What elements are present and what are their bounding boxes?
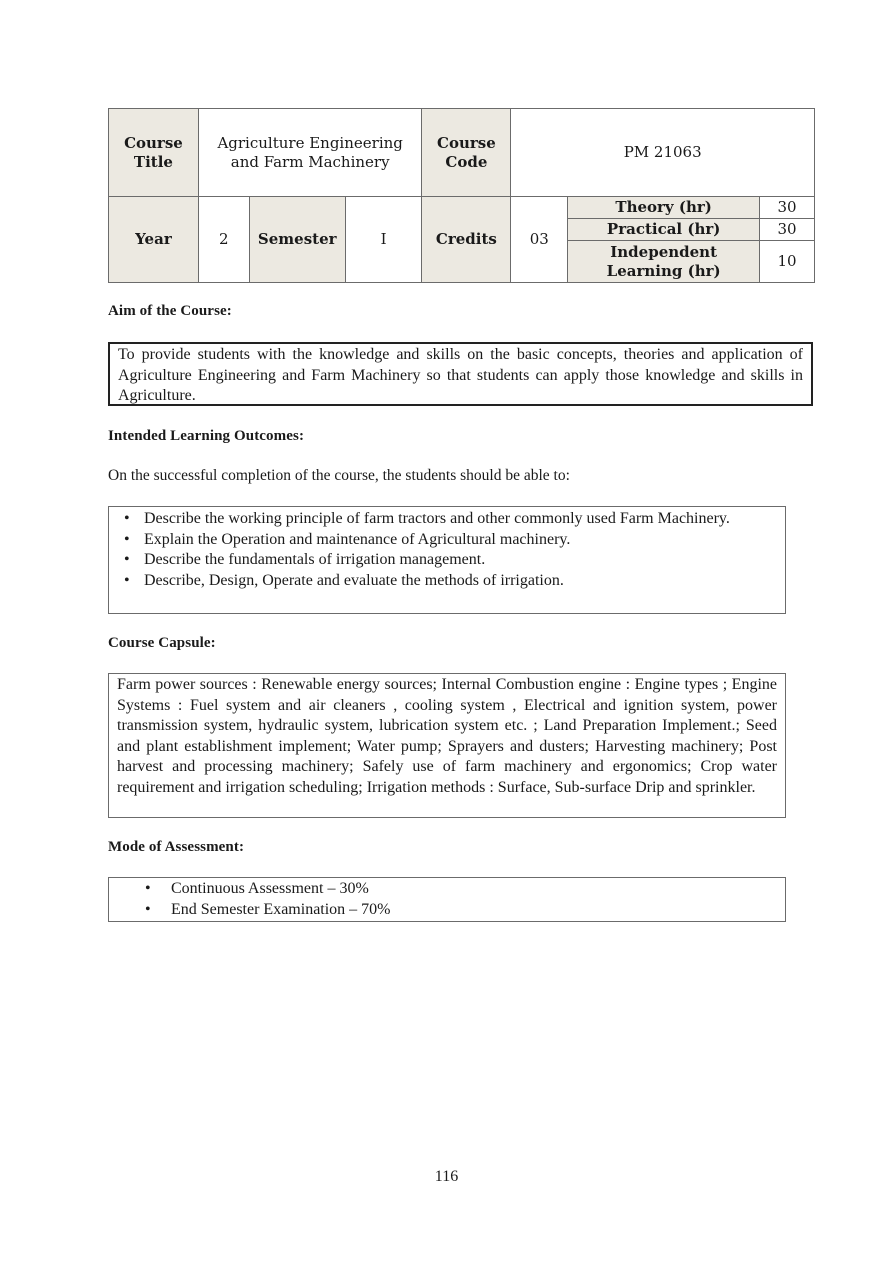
- page-number: 116: [434, 1168, 459, 1185]
- credits-label: Credits: [422, 197, 511, 283]
- ilo-heading: Intended Learning Outcomes:: [108, 428, 305, 444]
- practical-hours-value: 30: [760, 219, 815, 241]
- practical-hours-label: Practical (hr): [568, 219, 760, 241]
- semester-label: Semester: [249, 197, 345, 283]
- ilo-box: [108, 506, 786, 614]
- course-code-label: Course Code: [422, 109, 511, 197]
- course-code-value: PM 21063: [511, 109, 815, 197]
- independent-learning-label: Independent Learning (hr): [568, 241, 760, 283]
- credits-value: 03: [511, 197, 568, 283]
- aim-heading: Aim of the Course:: [108, 303, 232, 319]
- capsule-heading: Course Capsule:: [108, 635, 216, 651]
- assessment-item: • Continuous Assessment – 30%: [117, 879, 777, 900]
- theory-hours-label: Theory (hr): [568, 197, 760, 219]
- ilo-item: • Explain the Operation and maintenance of Agricultural machinery.: [117, 530, 777, 551]
- year-label: Year: [109, 197, 199, 283]
- year-value: 2: [198, 197, 249, 283]
- assessment-heading: Mode of Assessment:: [108, 839, 245, 855]
- ilo-item: • Describe the working principle of farm tractors and other commonly used Farm Machinery.: [117, 509, 777, 530]
- ilo-item: • Describe the fundamentals of irrigation management.: [117, 550, 777, 571]
- ilo-intro: On the successful completion of the course, the students should be able to:: [108, 467, 570, 484]
- aim-box: To provide students with the knowledge and skills on the basic concepts, theories and application of Agriculture Engineering and Farm Machinery so that students can apply those knowledge and skills in Agriculture.: [108, 342, 813, 406]
- ilo-item: • Describe, Design, Operate and evaluate the methods of irrigation.: [117, 571, 777, 592]
- course-title-label: Course Title: [109, 109, 199, 197]
- independent-learning-value: 10: [760, 241, 815, 283]
- course-info-table: [108, 108, 815, 283]
- capsule-box: Farm power sources : Renewable energy sources; Internal Combustion engine : Engine types ; Engine Systems : Fuel system and air cleaners , cooling system , Electrical and ignition system, power transmission system, hydraulic system, lubrication system etc. ; Land Preparation Implement.; Seed and plant establishment implement; Water pump; Sprayers and dusters; Harvesting machinery; Post harvest and processing machinery; Safely use of farm machinery and ergonomics; Crop water requirement and irrigation scheduling; Irrigation methods : Surface, Sub-surface Drip and sprinkler.: [108, 673, 786, 818]
- ilo-list: [117, 509, 777, 591]
- assessment-box: [108, 877, 786, 922]
- semester-value: I: [345, 197, 422, 283]
- assessment-list: [117, 879, 777, 920]
- course-title-value: Agriculture Engineering and Farm Machinery: [198, 109, 422, 197]
- assessment-item: • End Semester Examination – 70%: [117, 900, 777, 921]
- theory-hours-value: 30: [760, 197, 815, 219]
